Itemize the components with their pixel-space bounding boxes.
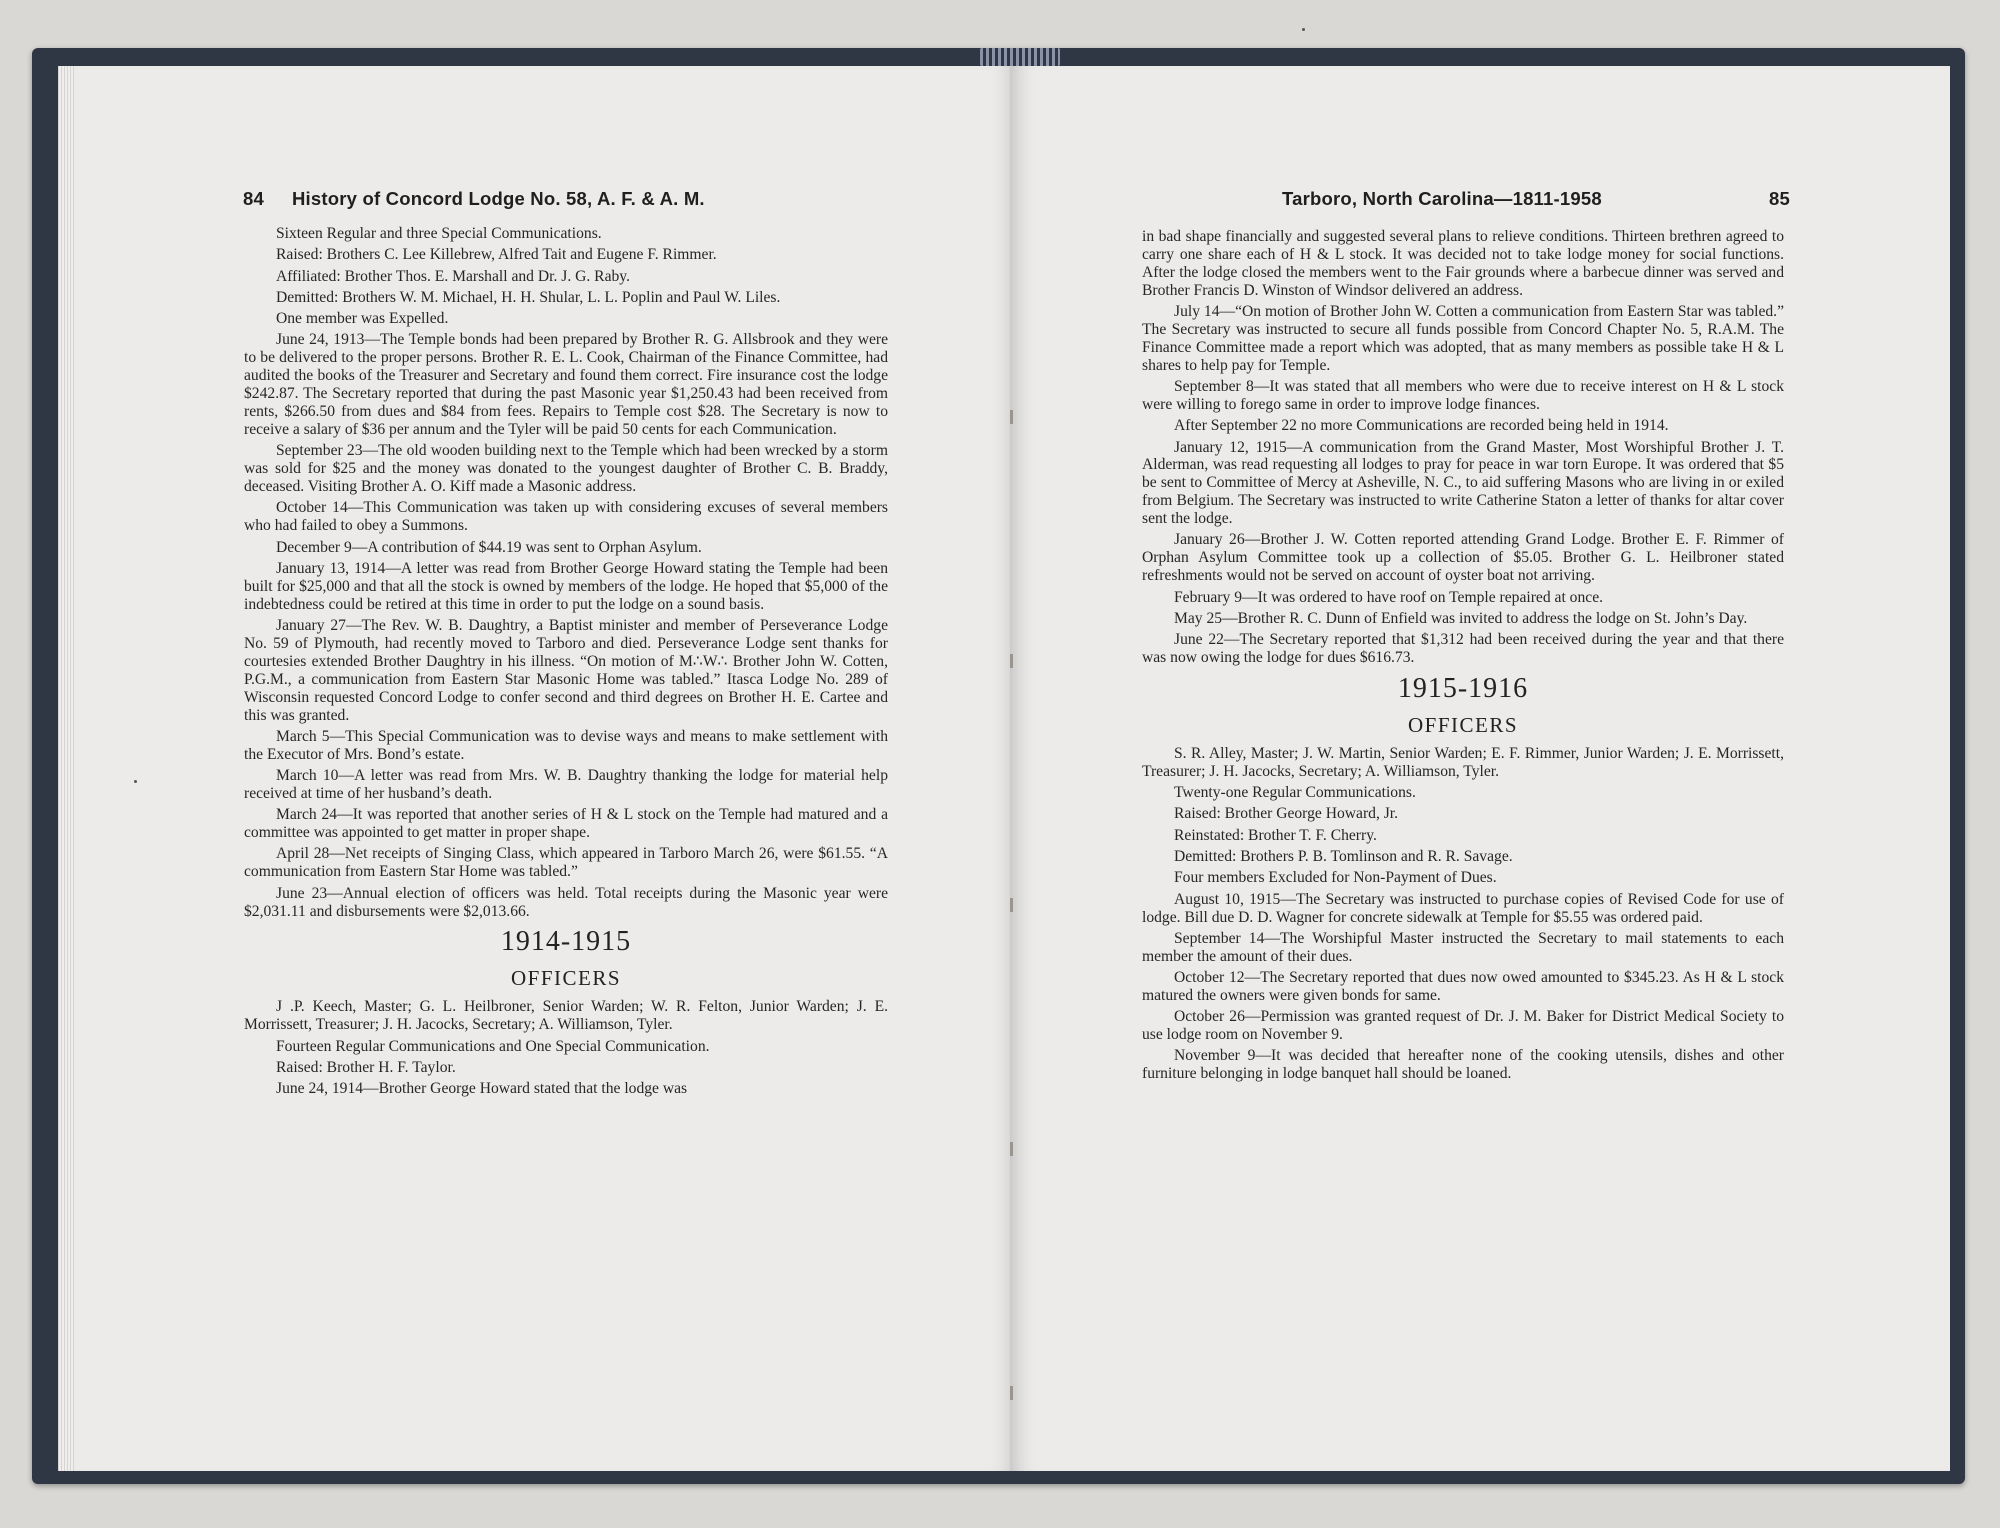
continued-paragraph: in bad shape financially and suggested several plans to relieve conditions. Thirteen brethren agreed to carry one share each of H & L stock. It was decided not to take lodge money for social functions. After the lodge closed the members went to the Fair grounds where a barbecue dinner was served and Brother Francis D. Winston of Windsor delivered an address. [1142, 228, 1784, 299]
page-number: 84 [243, 188, 264, 209]
paragraph: March 10—A letter was read from Mrs. W. B. Daughtry thanking the lodge for material help received at time of her husband’s death. [244, 767, 888, 802]
left-running-head [243, 188, 888, 218]
officers-heading: OFFICERS [1407, 712, 1519, 737]
paragraph: July 14—“On motion of Brother John W. Cotten a communication from Eastern Star was tabled.” The Secretary was instructed to secure all funds possible from Concord Chapter No. 5, R.A.M. The Finance Committee made a report which was adopted, that as many members as possible take H & L shares to help pay for Temple. [1142, 303, 1784, 374]
right-text-column [1142, 228, 1784, 1087]
dust-speck [134, 780, 137, 783]
paragraph: October 26—Permission was granted request of Dr. J. M. Baker for District Medical Society to use lodge room on November 9. [1142, 1008, 1784, 1044]
spine-binding [980, 48, 1060, 66]
paragraph: February 9—It was ordered to have roof on Temple repaired at once. [1174, 588, 1604, 606]
paragraph: Affiliated: Brother Thos. E. Marshall and Dr. J. G. Raby. [276, 267, 630, 285]
paragraph: Raised: Brothers C. Lee Killebrew, Alfred Tait and Eugene F. Rimmer. [276, 246, 717, 264]
paragraph: October 12—The Secretary reported that dues now owed amounted to $345.23. As H & L stock matured the owners were given bonds for same. [1142, 969, 1784, 1004]
paragraph: June 23—Annual election of officers was held. Total receipts during the Masonic year were $2,031.11 and disbursements were $2,013.66. [244, 884, 888, 920]
officers-heading: OFFICERS [510, 966, 622, 991]
paragraph: October 14—This Communication was taken up with considering excuses of several members who had failed to obey a Summons. [244, 499, 888, 535]
right-running-head [1282, 188, 1790, 218]
paragraph: Demitted: Brothers W. M. Michael, H. H. Shular, L. L. Poplin and Paul W. Liles. [276, 288, 781, 306]
page-number: 85 [1769, 188, 1790, 209]
officers-list: J .P. Keech, Master; G. L. Heilbroner, Senior Warden; W. R. Felton, Junior Warden; J. E. Morrissett, Treasurer; J. H. Jacocks, Secretary; A. Williamson, Tyler. [244, 998, 888, 1034]
section-year-heading: 1915-1916 [1397, 672, 1529, 704]
paragraph: August 10, 1915—The Secretary was instructed to purchase copies of Revised Code for use of lodge. Bill due D. D. Wagner for concrete sidewalk at Temple for $5.55 was ordered paid. [1142, 890, 1784, 926]
paragraph: Raised: Brother H. F. Taylor. [276, 1058, 456, 1076]
left-text-column [244, 225, 888, 1102]
paragraph: April 28—Net receipts of Singing Class, which appeared in Tarboro March 26, were $61.55. “A communication from Eastern Star Home was tabled.” [244, 845, 888, 881]
paragraph: Twenty-one Regular Communications. [1174, 784, 1416, 802]
paragraph: June 24, 1914—Brother George Howard stated that the lodge was [276, 1080, 688, 1098]
paragraph: June 24, 1913—The Temple bonds had been prepared by Brother R. G. Allsbrook and they were to be delivered to the proper persons. Brother R. E. L. Cook, Chairman of the Finance Committee, had audited the books of the Treasurer and Secretary and found them correct. Fire insurance cost the lodge $242.87. The Secretary reported that during the past Masonic year $1,250.43 had been received from rents, $266.50 from dues and $84 from fees. Repairs to Temple cost $28. The Secretary is now to receive a salary of $36 per annum and the Tyler will be paid 50 cents for each Communication. [244, 331, 888, 439]
paragraph: June 22—The Secretary reported that $1,312 had been received during the year and that there was now owing the lodge for dues $616.73. [1142, 631, 1784, 667]
running-title: Tarboro, North Carolina—1811-1958 [1282, 188, 1602, 209]
page-edges [58, 66, 74, 1471]
paragraph: December 9—A contribution of $44.19 was sent to Orphan Asylum. [276, 538, 702, 556]
paragraph: After September 22 no more Communications are recorded being held in 1914. [1174, 417, 1669, 435]
running-title: History of Concord Lodge No. 58, A. F. & A. M. [291, 188, 705, 209]
paragraph: November 9—It was decided that hereafter none of the cooking utensils, dishes and other furniture belonging in lodge banquet hall should be loaned. [1142, 1047, 1784, 1083]
section-year-heading: 1914-1915 [500, 926, 632, 958]
paragraph: One member was Expelled. [276, 310, 449, 328]
paragraph: January 13, 1914—A letter was read from Brother George Howard stating the Temple had been built for $25,000 and that all the stock is owned by members of the lodge. He hoped that $5,000 of the indebtedness could be retired at this time in order to put the lodge on a sound basis. [244, 559, 888, 613]
paragraph: Raised: Brother George Howard, Jr. [1174, 805, 1399, 823]
paragraph: Reinstated: Brother T. F. Cherry. [1174, 826, 1377, 844]
paragraph: Sixteen Regular and three Special Communications. [276, 225, 602, 242]
binding-thread [1010, 180, 1013, 1420]
dust-speck [1302, 28, 1305, 31]
paragraph: Four members Excluded for Non-Payment of Dues. [1174, 869, 1497, 887]
paragraph: January 27—The Rev. W. B. Daughtry, a Baptist minister and member of Perseverance Lodge No. 59 of Plymouth, had recently moved to Tarboro and died. Perseverance Lodge sent thanks for courtesies extended Brother Daughtry in his illness. “On motion of M∴W∴ Brother John W. Cotten, P.G.M., a communication from Eastern Star Masonic Home was tabled.” Itasca Lodge No. 289 of Wisconsin requested Concord Lodge to confer second and third degrees on Brother H. E. Cartee and this was granted. [244, 617, 888, 724]
paragraph: January 26—Brother J. W. Cotten reported attending Grand Lodge. Brother E. F. Rimmer of Orphan Asylum Committee took up a collection of $5.05. Brother G. L. Heilbroner stated refreshments would not be served on account of oyster boat not arriving. [1142, 531, 1784, 585]
officers-list: S. R. Alley, Master; J. W. Martin, Senior Warden; E. F. Rimmer, Junior Warden; J. E. Morrissett, Treasurer; J. H. Jacocks, Secretary; A. Williamson, Tyler. [1142, 744, 1784, 780]
paragraph: March 5—This Special Communication was to devise ways and means to make settlement with the Executor of Mrs. Bond’s estate. [244, 727, 888, 763]
paragraph: Fourteen Regular Communications and One Special Communication. [276, 1037, 710, 1055]
paragraph: March 24—It was reported that another series of H & L stock on the Temple had matured and a committee was appointed to get matter in proper shape. [244, 806, 888, 842]
paragraph: September 8—It was stated that all members who were due to receive interest on H & L stock were willing to forego same in order to improve lodge finances. [1142, 378, 1784, 413]
paragraph: Demitted: Brothers P. B. Tomlinson and R. R. Savage. [1174, 848, 1513, 866]
paragraph: September 23—The old wooden building next to the Temple which had been wrecked by a storm was sold for $25 and the money was donated to the youngest daughter of Brother C. B. Braddy, deceased. Visiting Brother A. O. Kiff made a Masonic address. [244, 442, 888, 496]
paragraph: January 12, 1915—A communication from the Grand Master, Most Worshipful Brother J. T. Alderman, was read requesting all lodges to pray for peace in war torn Europe. It was ordered that $5 be sent to Committee of Mercy at Asheville, N. C., to aid suffering Masons who are living in or exiled from Belgium. The Secretary was instructed to write Catherine Staton a letter of thanks for altar cover sent the lodge. [1142, 438, 1784, 528]
paragraph: September 14—The Worshipful Master instructed the Secretary to mail statements to each member the amount of their dues. [1142, 929, 1784, 965]
paragraph: May 25—Brother R. C. Dunn of Enfield was invited to address the lodge on St. John’s Day. [1174, 609, 1748, 627]
